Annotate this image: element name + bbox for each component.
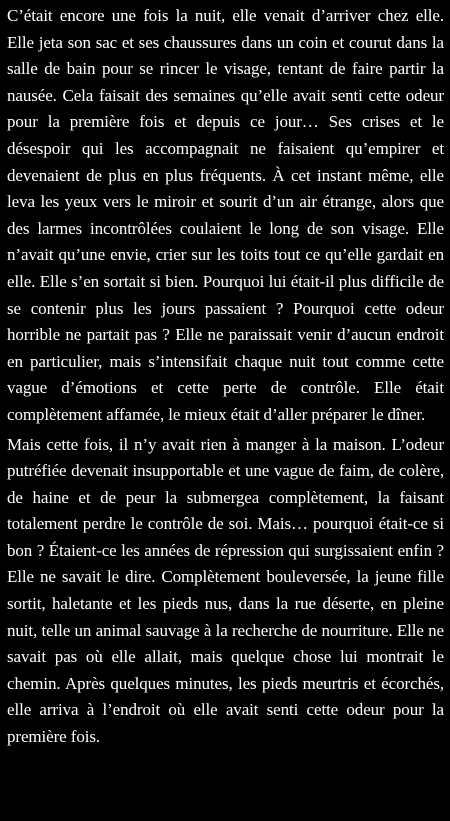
paragraph-1: C’était encore une fois la nuit, elle venait d’arriver chez elle. Elle jeta son sac et ses chaussures dans un coin et courut dans la salle de bain pour se rincer le visage, tentant de faire partir la nausée. Cela faisait des semaines qu’elle avait senti cette odeur pour la première fois et depuis ce jour… Ses crises et le désespoir qui les accompagnait ne faisaient qu’empirer et devenaient de plus en plus fréquents. À cet instant même, elle leva les yeux vers le miroir et sourit d’un air étrange, alors que des larmes incontrôlées coulaient le long de son visage. Elle n’avait qu’une envie, crier sur les toits tout ce qu’elle gardait en elle. Elle s’en sortait si bien. Pourquoi lui était-il plus difficile de se contenir plus les jours passaient ? Pourquoi cette odeur horrible ne partait pas ? Elle ne paraissait venir d’aucun endroit en particulier, mais s’intensifait chaque nuit tout comme cette vague d’émotions et cette perte de contrôle. Elle était complètement affamée, le mieux était d’aller préparer le dîner. xyxy=(7,6,444,424)
paragraph-2: Mais cette fois, il n’y avait rien à manger à la maison. L’odeur putréfiée devenait insupportable et une vague de faim, de colère, de haine et de peur la submergea complètement, la faisant totalement perdre le contrôle de soi. Mais… pourquoi était-ce si bon ? Étaient-ce les années de répression qui surgissaient enfin ? Elle ne savait le dire. Complètement bouleversée, la jeune fille sortit, haletante et les pieds nus, dans la rue déserte, en pleine nuit, telle un animal sauvage à la recherche de nourriture. Elle ne savait pas où elle allait, mais quelque chose lui montrait le chemin. Après quelques minutes, les pieds meurtris et écorchés, elle arriva à l’endroit où elle avait senti cette odeur pour la première fois. xyxy=(7,434,444,747)
